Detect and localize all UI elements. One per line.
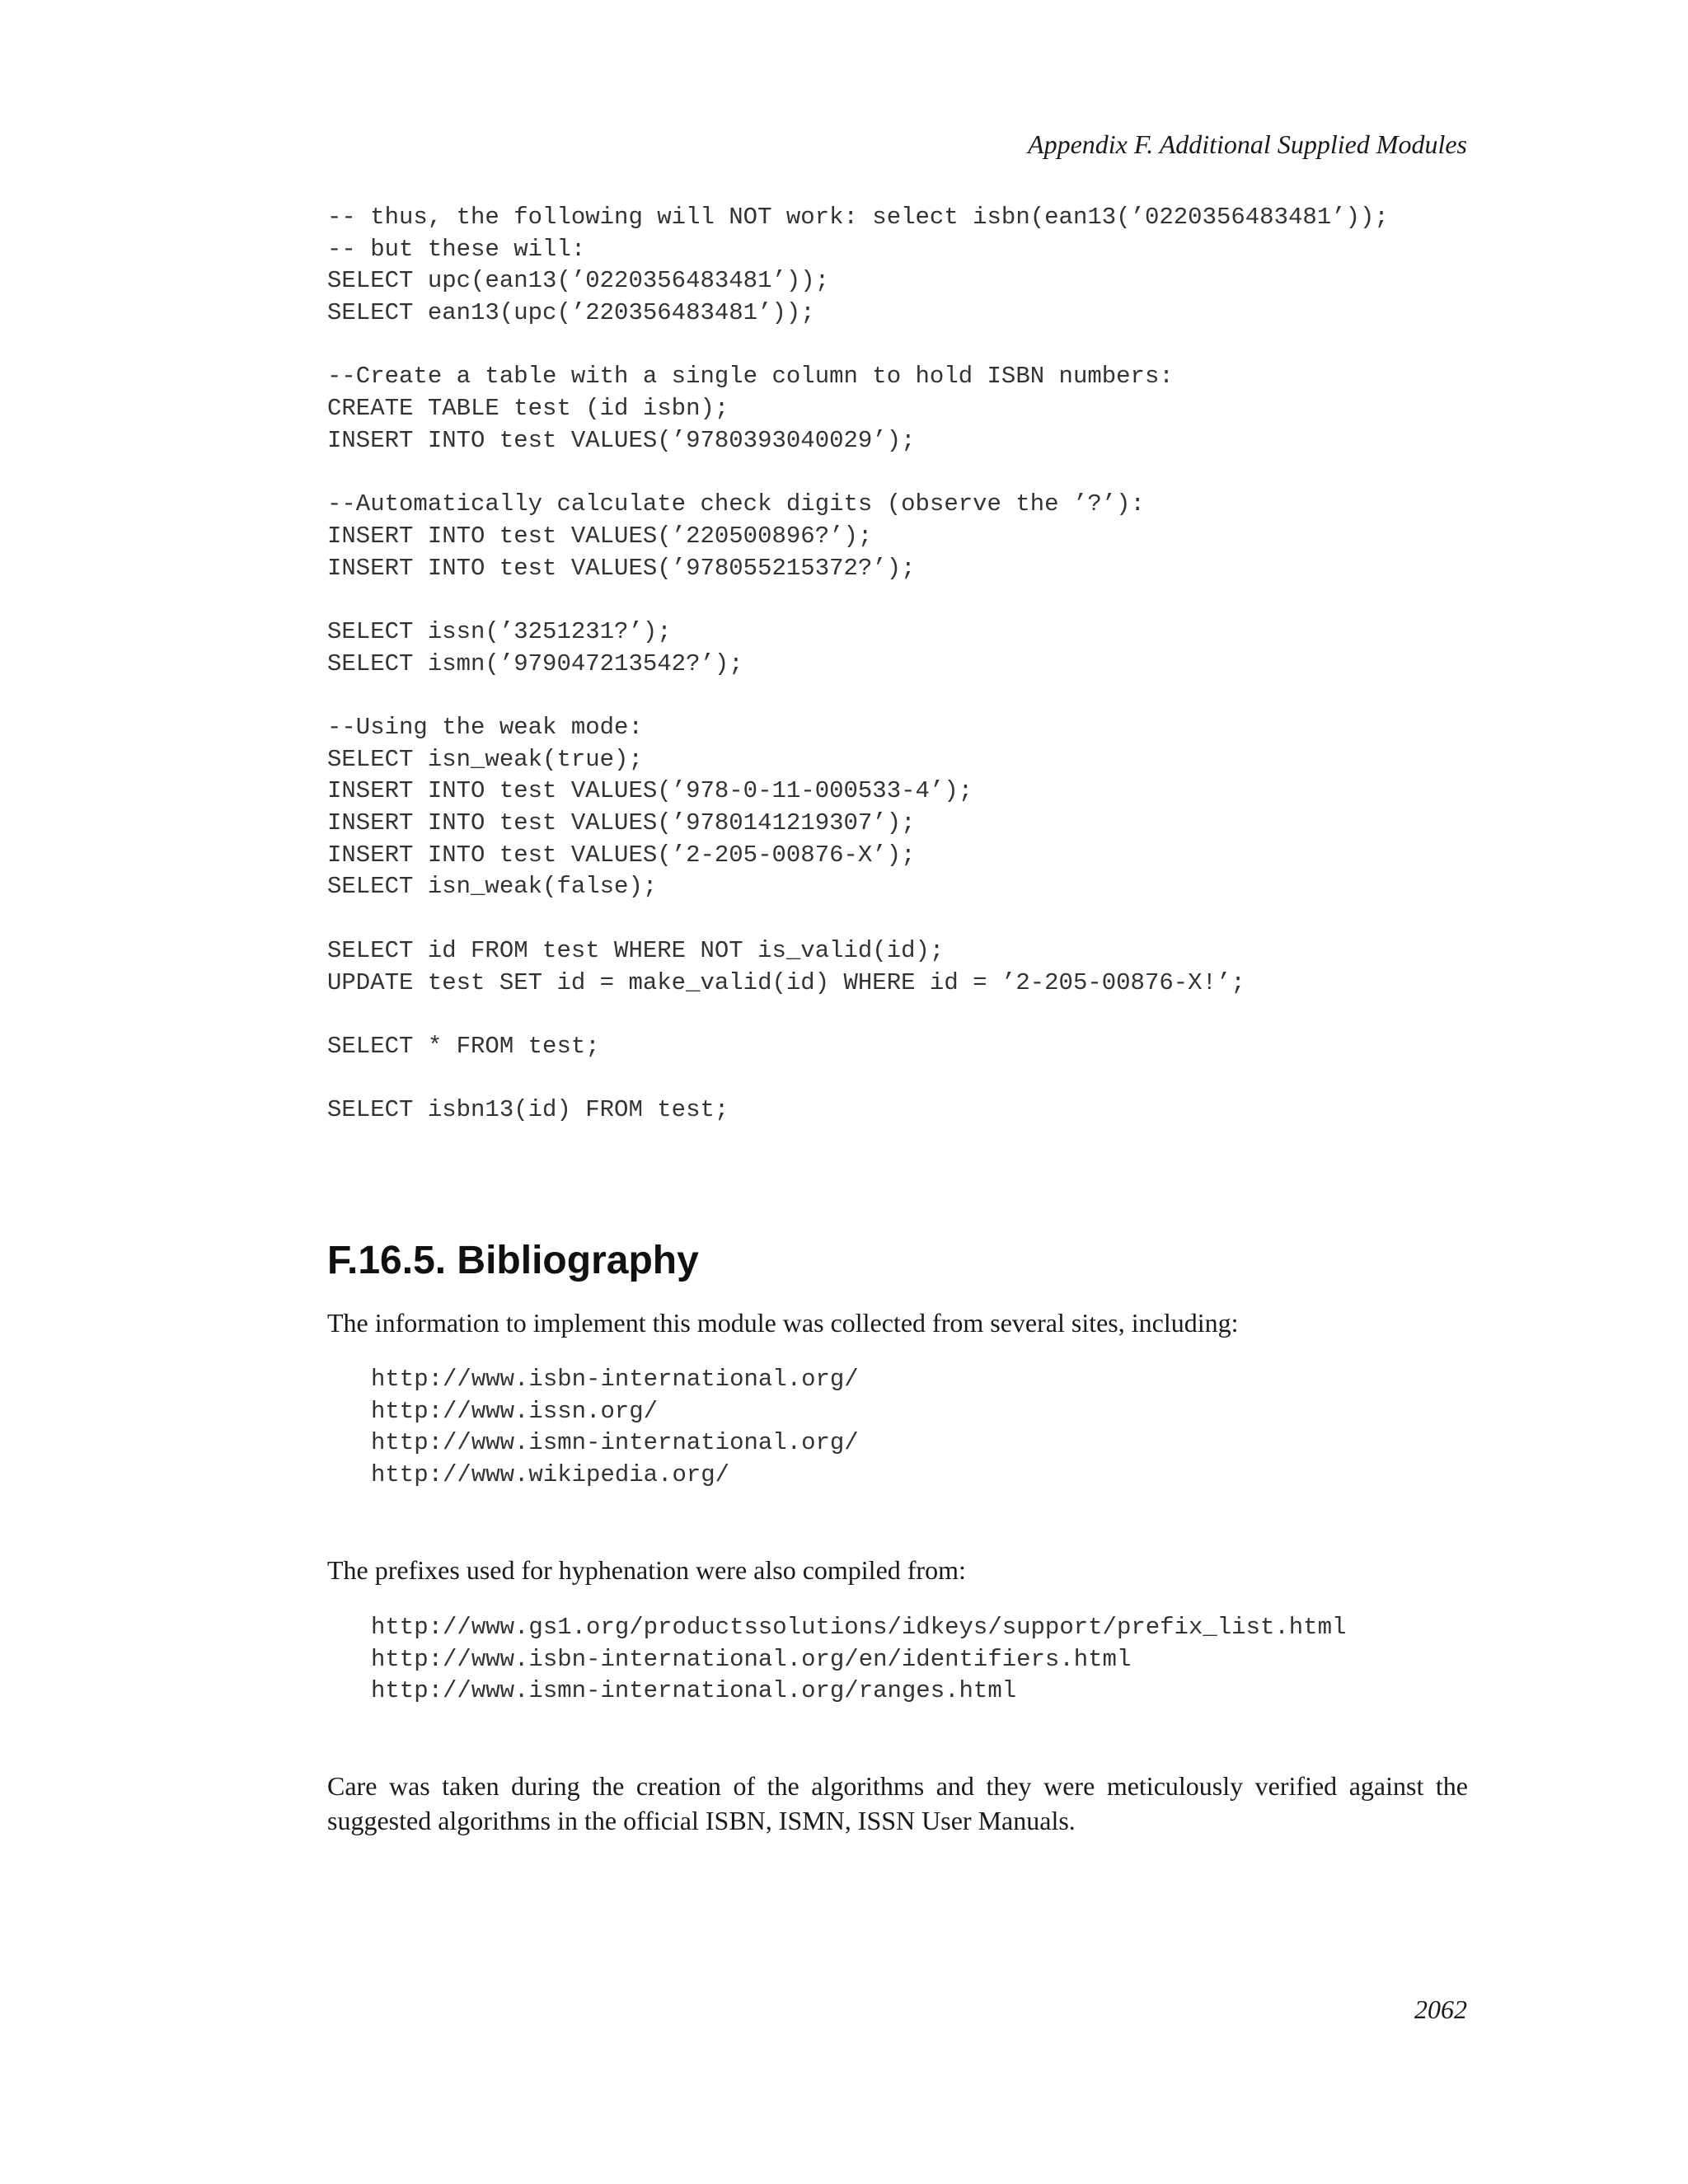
prefix-site-list <box>371 1612 1346 1708</box>
code-line: SELECT issn(’3251231?’); <box>327 617 672 645</box>
code-line: INSERT INTO test VALUES(’9780393040029’); <box>327 426 916 454</box>
code-line: CREATE TABLE test (id isbn); <box>327 395 729 423</box>
prefix-intro: The prefixes used for hyphenation were also compiled from: <box>327 1555 966 1585</box>
source-site-list <box>371 1364 859 1492</box>
code-line-blank <box>327 903 1389 935</box>
section-heading: F.16.5. Bibliography <box>327 1239 699 1282</box>
code-example <box>327 202 1389 1127</box>
code-line: --Create a table with a single column to hold ISBN numbers: <box>327 363 1174 391</box>
code-line-blank <box>327 584 1389 616</box>
code-line: SELECT * FROM test; <box>327 1032 600 1060</box>
source-site-link[interactable]: http://www.isbn-international.org/ <box>371 1366 859 1393</box>
code-line-blank <box>327 680 1389 712</box>
source-site-link[interactable]: http://www.issn.org/ <box>371 1397 659 1425</box>
prefix-site-link[interactable]: http://www.gs1.org/productssolutions/idkeys/support/prefix_list.html <box>371 1614 1347 1641</box>
prefix-site-link[interactable]: http://www.isbn-international.org/en/identifiers.html <box>371 1645 1132 1673</box>
bibliography-intro: The information to implement this module was collected from several sites, including: <box>327 1308 1239 1338</box>
prefix-site-link[interactable]: http://www.ismn-international.org/ranges.html <box>371 1677 1017 1705</box>
code-line: INSERT INTO test VALUES(’9780141219307’); <box>327 809 916 837</box>
closing-paragraph: Care was taken during the creation of the algorithms and they were meticulously verified against the suggested algorithms in the official ISBN, ISMN, ISSN User Manuals. <box>327 1771 1468 1835</box>
code-line: SELECT id FROM test WHERE NOT is_valid(id); <box>327 936 945 964</box>
code-line-blank <box>327 330 1389 362</box>
code-line: SELECT upc(ean13(’0220356483481’)); <box>327 267 830 295</box>
code-line: SELECT isn_weak(false); <box>327 873 658 901</box>
code-line: SELECT isbn13(id) FROM test; <box>327 1096 729 1124</box>
code-line: SELECT ean13(upc(’220356483481’)); <box>327 299 815 327</box>
code-line: INSERT INTO test VALUES(’220500896?’); <box>327 522 873 550</box>
code-line-blank <box>327 1063 1389 1095</box>
code-line: UPDATE test SET id = make_valid(id) WHERE id = ’2-205-00876-X!’; <box>327 968 1245 996</box>
running-header: Appendix F. Additional Supplied Modules <box>1028 129 1467 159</box>
code-line: SELECT isn_weak(true); <box>327 745 643 773</box>
page-number: 2062 <box>1414 1994 1467 2024</box>
code-line: -- thus, the following will NOT work: select isbn(ean13(’0220356483481’)); <box>327 204 1389 231</box>
code-line: INSERT INTO test VALUES(’978055215372?’); <box>327 554 916 582</box>
code-line: INSERT INTO test VALUES(’978-0-11-000533-4’); <box>327 777 973 805</box>
code-line: --Using the weak mode: <box>327 714 643 741</box>
source-site-link[interactable]: http://www.ismn-international.org/ <box>371 1429 859 1457</box>
code-line: INSERT INTO test VALUES(’2-205-00876-X’); <box>327 841 916 869</box>
code-line: -- but these will: <box>327 235 586 263</box>
code-line-blank <box>327 457 1389 490</box>
source-site-link[interactable]: http://www.wikipedia.org/ <box>371 1461 730 1489</box>
code-line-blank <box>327 999 1389 1031</box>
code-line: --Automatically calculate check digits (observe the ’?’): <box>327 490 1145 518</box>
code-line: SELECT ismn(’979047213542?’); <box>327 649 743 677</box>
